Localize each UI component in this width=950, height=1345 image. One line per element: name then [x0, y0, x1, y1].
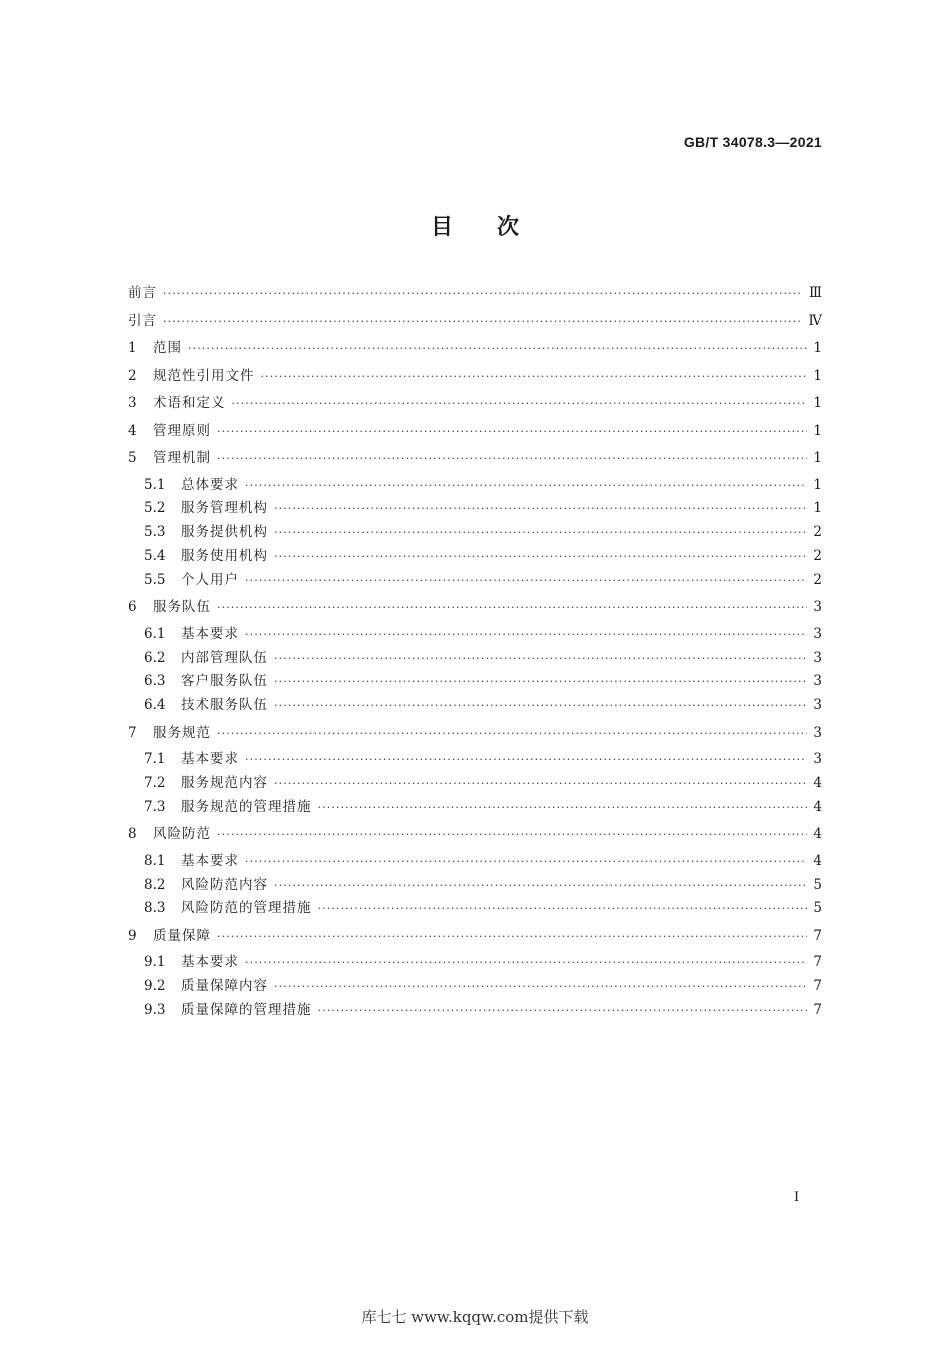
toc-entry-number: 2: [128, 367, 137, 384]
dot-leader: [274, 498, 807, 518]
toc-title-part-2: 次: [497, 215, 520, 240]
toc-entry-label: 质量保障内容: [181, 978, 268, 995]
toc-entry[interactable]: [128, 475, 822, 495]
toc-entry-label: 范围: [153, 340, 182, 356]
toc-entry-page: 7: [813, 927, 822, 944]
toc-entry[interactable]: [128, 851, 822, 871]
toc-entry-number: 6.2: [144, 649, 166, 666]
dot-leader: [245, 624, 807, 644]
dot-leader: [274, 875, 807, 895]
toc-entry-number: 5.3: [144, 524, 166, 541]
toc-entry[interactable]: [128, 393, 822, 413]
toc-entry[interactable]: [128, 421, 822, 441]
toc-entry-page: 5: [813, 876, 822, 893]
dot-leader: [217, 926, 807, 946]
toc-entry-page: Ⅲ: [808, 285, 822, 301]
dot-leader: [274, 976, 807, 996]
toc-entry-label: 服务规范内容: [181, 774, 268, 791]
toc-entry-number: 7: [128, 724, 137, 741]
toc-entry[interactable]: [128, 749, 822, 769]
toc-entry-label: 基本要求: [181, 852, 239, 869]
toc-entry-page: 2: [813, 571, 822, 588]
toc-entry-number: 9.1: [144, 954, 166, 971]
toc-entry-number: 8.1: [144, 852, 166, 869]
toc-entry-page: Ⅳ: [808, 312, 822, 329]
toc-entry-number: 5.4: [144, 547, 166, 564]
dot-leader: [217, 448, 807, 468]
toc-entry-label: 前言: [128, 285, 157, 301]
toc-entry[interactable]: [128, 283, 822, 303]
toc-entry[interactable]: [128, 338, 822, 358]
dot-leader: [274, 648, 807, 668]
dot-leader: [274, 773, 807, 793]
toc-entry-number: 9.2: [144, 978, 166, 995]
toc-entry-label: 客户服务队伍: [181, 673, 268, 690]
toc-entry-page: 5: [813, 900, 822, 917]
toc-entry-label: 技术服务队伍: [181, 697, 268, 714]
toc-entry-page: 3: [813, 724, 822, 741]
toc-entry[interactable]: [128, 624, 822, 644]
toc-entry-number: 6.4: [144, 697, 166, 714]
toc-entry-number: 8.3: [144, 900, 166, 917]
toc-entry-label: 服务规范的管理措施: [181, 798, 312, 815]
toc-title-part-1: 目: [430, 215, 453, 240]
download-footer: 库七七 www.kqqw.com提供下载: [361, 1308, 589, 1326]
toc-entry-label: 风险防范的管理措施: [181, 900, 312, 917]
dot-leader: [232, 393, 808, 413]
toc-entry-number: 4: [128, 422, 137, 439]
dot-leader: [245, 749, 807, 769]
toc-entry-page: 3: [813, 673, 822, 690]
dot-leader: [318, 1000, 808, 1020]
toc-entry-number: 1: [128, 340, 137, 356]
toc-entry-page: 2: [813, 524, 822, 541]
dot-leader: [245, 851, 807, 871]
dot-leader: [245, 475, 807, 495]
toc-entry-page: 2: [813, 547, 822, 564]
dot-leader: [274, 671, 807, 691]
toc-entry[interactable]: [128, 898, 822, 918]
dot-leader: [217, 597, 807, 617]
toc-entry-page: 4: [813, 826, 822, 843]
toc-entry-label: 服务队伍: [153, 599, 211, 616]
toc-entry-label: 总体要求: [181, 476, 239, 493]
toc-entry[interactable]: [128, 952, 822, 972]
toc-entry-number: 9.3: [144, 1001, 166, 1018]
dot-leader: [245, 952, 807, 972]
toc-entry-number: 6: [128, 599, 137, 616]
toc-entry-page: 3: [813, 599, 822, 616]
toc-entry-label: 服务提供机构: [181, 524, 268, 541]
toc-entry-label: 规范性引用文件: [153, 367, 255, 384]
toc-entry-page: 1: [813, 395, 822, 411]
toc-entry-page: 3: [813, 697, 822, 714]
toc-entry-page: 4: [813, 774, 822, 791]
standard-code: GB/T 34078.3—2021: [683, 134, 822, 150]
toc-entry-page: 4: [813, 852, 822, 869]
toc-entry[interactable]: [128, 671, 822, 691]
dot-leader: [217, 421, 807, 441]
toc-entry-page: 1: [813, 450, 822, 466]
toc-entry-label: 基本要求: [181, 954, 239, 971]
toc-entry-page: 4: [813, 798, 822, 815]
toc-entry-page: 7: [813, 954, 822, 971]
toc-entry[interactable]: [128, 311, 822, 331]
toc-entry-label: 质量保障: [153, 927, 211, 944]
toc-entry-number: 8: [128, 826, 137, 843]
toc-entry[interactable]: [128, 773, 822, 793]
toc-entry-label: 术语和定义: [153, 395, 226, 411]
dot-leader: [318, 898, 808, 918]
toc-entry[interactable]: [128, 648, 822, 668]
toc-entry[interactable]: [128, 366, 822, 386]
dot-leader: [261, 366, 808, 386]
toc-entry-label: 管理原则: [153, 422, 211, 439]
toc-entry-label: 内部管理队伍: [181, 649, 268, 666]
toc-entry-label: 服务使用机构: [181, 547, 268, 564]
toc-entry-page: 7: [813, 1001, 822, 1018]
toc-entry-page: 1: [813, 340, 822, 356]
toc-entry[interactable]: [128, 498, 822, 518]
toc-entry[interactable]: [128, 597, 822, 617]
dot-leader: [188, 338, 807, 358]
toc-entry[interactable]: [128, 1000, 822, 1020]
toc-entry-page: 3: [813, 649, 822, 666]
dot-leader: [318, 797, 808, 817]
toc-entry[interactable]: [128, 926, 822, 946]
page-number: I: [794, 1190, 800, 1205]
dot-leader: [274, 695, 807, 715]
toc-title: [0, 210, 950, 241]
toc-entry-label: 服务管理机构: [181, 500, 268, 517]
toc-entry[interactable]: [128, 522, 822, 542]
dot-leader: [163, 283, 803, 303]
toc-entry-number: 5.1: [144, 476, 166, 493]
toc-entry-label: 个人用户: [181, 571, 239, 588]
toc-entry[interactable]: [128, 570, 822, 590]
toc-entry-page: 1: [813, 500, 822, 517]
toc-entry-number: 7.1: [144, 751, 166, 768]
toc-entry-number: 5.2: [144, 500, 166, 517]
toc-entry-number: 6.1: [144, 625, 166, 642]
toc-entry[interactable]: [128, 695, 822, 715]
toc-entry-number: 5.5: [144, 571, 166, 588]
toc-entry-label: 基本要求: [181, 751, 239, 768]
toc-entry-label: 引言: [128, 312, 157, 329]
toc-entry-page: 3: [813, 751, 822, 768]
toc-entry[interactable]: [128, 976, 822, 996]
toc-entry-page: 1: [813, 422, 822, 439]
dot-leader: [163, 311, 803, 331]
toc-entry-number: 9: [128, 927, 137, 944]
toc-entry[interactable]: [128, 448, 822, 468]
toc-entry-label: 风险防范: [153, 826, 211, 843]
dot-leader: [217, 723, 807, 743]
dot-leader: [245, 570, 807, 590]
toc-entry-number: 8.2: [144, 876, 166, 893]
toc-entry-label: 服务规范: [153, 724, 211, 741]
toc-entry[interactable]: [128, 797, 822, 817]
toc-entry-number: 6.3: [144, 673, 166, 690]
toc-entry-page: 1: [813, 476, 822, 493]
toc-entry-number: 3: [128, 395, 137, 411]
dot-leader: [274, 546, 807, 566]
toc-entry[interactable]: [128, 546, 822, 566]
toc-entry-number: 7.3: [144, 798, 166, 815]
toc-entry[interactable]: [128, 875, 822, 895]
toc-entry-page: 7: [813, 978, 822, 995]
toc-entry-label: 质量保障的管理措施: [181, 1001, 312, 1018]
toc-entry-page: 3: [813, 625, 822, 642]
dot-leader: [217, 824, 807, 844]
toc-entry[interactable]: [128, 824, 822, 844]
toc-entry-number: 7.2: [144, 774, 166, 791]
toc-entry[interactable]: [128, 723, 822, 743]
toc-entry-number: 5: [128, 450, 137, 466]
toc-entry-page: 1: [813, 367, 822, 384]
toc-entry-label: 管理机制: [153, 450, 211, 466]
toc-entry-label: 基本要求: [181, 625, 239, 642]
dot-leader: [274, 522, 807, 542]
toc-entry-label: 风险防范内容: [181, 876, 268, 893]
